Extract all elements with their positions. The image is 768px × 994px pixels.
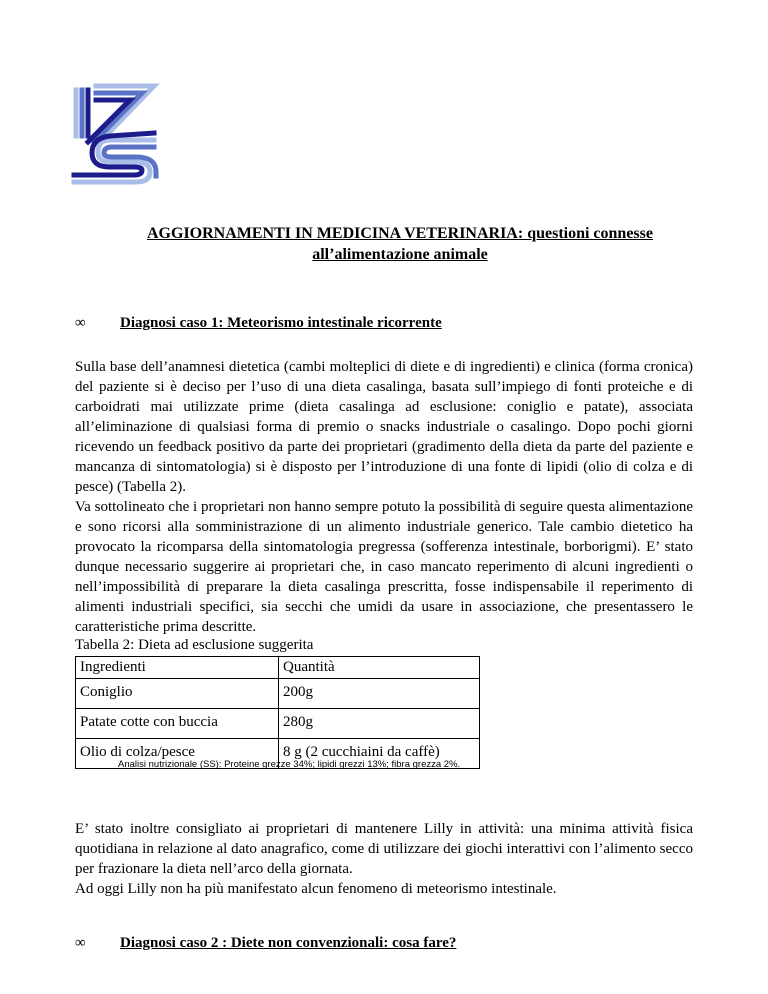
paragraph-4: Ad oggi Lilly non ha più manifestato alcun fenomeno di meteorismo intestinale. [75, 881, 557, 897]
table-cell: 280g [279, 709, 480, 739]
table-row [76, 709, 480, 739]
title-line-2: all’alimentazione animale [312, 246, 488, 263]
case2-heading-text: Diagnosi caso 2 : Diete non convenzionali: cosa fare? [120, 935, 457, 951]
table-row [76, 679, 480, 709]
table-cell: Coniglio [76, 679, 279, 709]
table-cell: Olio di colza/pesce [76, 739, 279, 769]
table-header-cell: Ingredienti [76, 657, 279, 679]
izs-logo [70, 76, 160, 188]
table-cell: Patate cotte con buccia [76, 709, 279, 739]
infinity-bullet-icon: ∞ [75, 935, 86, 951]
case1-heading-text: Diagnosi caso 1: Meteorismo intestinale ricorrente [120, 315, 442, 331]
paragraph-2: Va sottolineato che i proprietari non hanno sempre potuto la possibilità di seguire questa alimentazione e sono ricorsi alla somministrazione di un alimento industriale generico. Tale cambio dietetico ha provocato la ricomparsa della sintomatologia pregressa (sofferenza intestinale, borborigmi). E’ stato dunque necessario suggerire ai proprietari che, in caso mancato reperimento di alcuni ingredienti o nell’impossibilità di preparare la dieta casalinga prescritta, fosse indispensabile il reperimento di alimenti industriali specifici, sia secchi che umidi da usare in associazione, che presentassero le caratteristiche prima descritte. [75, 499, 693, 635]
paragraph-3: E’ stato inoltre consigliato ai proprietari di mantenere Lilly in attività: una minima attività fisica quotidiana in relazione al dato anagrafico, come di utilizzare dei giochi interattivi con l’alimento secco per frazionare la dieta nell’arco della giornata. [75, 821, 693, 877]
table-cell: 200g [279, 679, 480, 709]
title-line-1: AGGIORNAMENTI IN MEDICINA VETERINARIA: questioni connesse [147, 225, 653, 242]
diet-table [75, 656, 480, 769]
table-note: Analisi nutrizionale (SS): Proteine grezze 34%; lipidi grezzi 13%; fibra grezza 2%. [118, 759, 461, 770]
table-header-cell: Quantità [279, 657, 480, 679]
case2-heading [75, 933, 456, 953]
table-caption: Tabella 2: Dieta ad esclusione suggerita [75, 637, 314, 653]
case1-heading [75, 313, 442, 333]
table-cell: 8 g (2 cucchiaini da caffè) [279, 739, 480, 769]
document-title [100, 223, 700, 265]
paragraph-1: Sulla base dell’anamnesi dietetica (cambi molteplici di diete e di ingredienti) e clinica (forma cronica) del paziente si è deciso per l’uso di una dieta casalinga, basata sull’impiego di fonti proteiche e di carboidrati mai utilizzate prime (dieta casalinga ad esclusione: coniglio e patate), associata all’eliminazione di qualsiasi forma di premio o snacks industriale o casalingo. Dopo pochi giorni ricevendo un feedback positivo da parte dei proprietari (gradimento della dieta da parte del paziente e mancanza di sintomatologia) si è disposto per l’introduzione di una fonte di lipidi (olio di colza e di pesce) (Tabella 2). [75, 359, 693, 495]
infinity-bullet-icon: ∞ [75, 315, 86, 331]
table-header-row [76, 657, 480, 679]
